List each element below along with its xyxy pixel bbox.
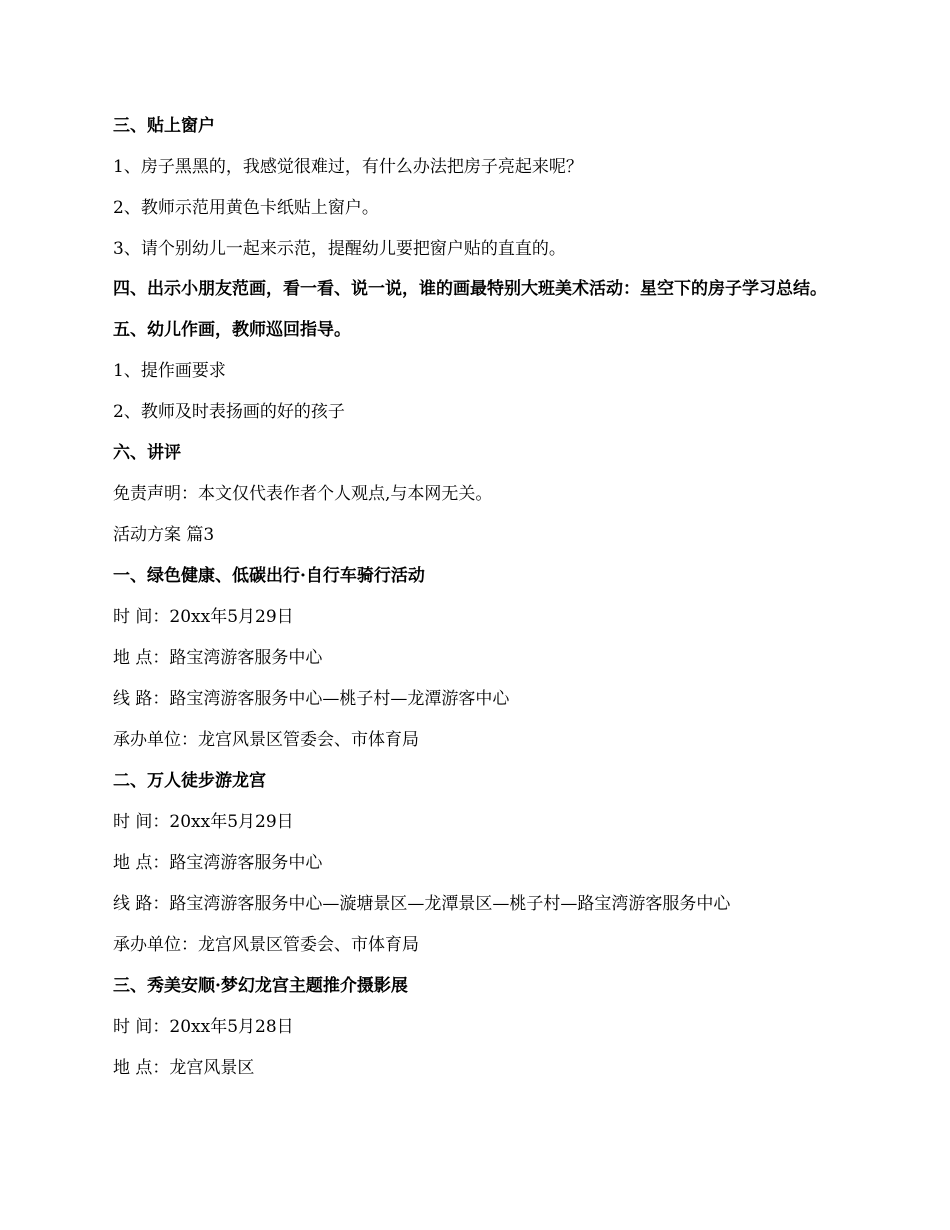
section-heading-children-draw: 五、幼儿作画，教师巡回指导。 <box>113 320 351 340</box>
disclaimer-text: 免责声明：本文仅代表作者个人观点,与本网无关。 <box>113 484 493 504</box>
paragraph-line: 时 间：20xx年5月28日 <box>113 1017 294 1037</box>
document-page <box>113 113 841 1078</box>
paragraph-line: 2、教师及时表扬画的好的孩子 <box>113 402 345 422</box>
paragraph-line: 1、房子黑黑的，我感觉很难过，有什么办法把房子亮起来呢？ <box>113 157 583 177</box>
paragraph-line: 承办单位：龙宫风景区管委会、市体育局 <box>113 935 419 955</box>
section-heading-show-drawings: 四、出示小朋友范画，看一看、说一说，谁的画最特别大班美术活动：星空下的房子学习总结。 <box>113 279 827 299</box>
paragraph-line: 时 间：20xx年5月29日 <box>113 812 294 832</box>
paragraph-line: 2、教师示范用黄色卡纸贴上窗户。 <box>113 198 379 218</box>
paragraph-line: 地 点：龙宫风景区 <box>113 1058 255 1078</box>
paragraph-line: 时 间：20xx年5月29日 <box>113 607 294 627</box>
paragraph-line: 地 点：路宝湾游客服务中心 <box>113 853 323 873</box>
section-heading-review: 六、讲评 <box>113 443 181 463</box>
paragraph-line: 线 路：路宝湾游客服务中心—桃子村—龙潭游客中心 <box>113 689 510 709</box>
paragraph-line: 线 路：路宝湾游客服务中心—漩塘景区—龙潭景区—桃子村—路宝湾游客服务中心 <box>113 894 731 914</box>
paragraph-line: 地 点：路宝湾游客服务中心 <box>113 648 323 668</box>
paragraph-line: 1、提作画要求 <box>113 361 226 381</box>
section-heading-cycling: 一、绿色健康、低碳出行·自行车骑行活动 <box>113 566 425 586</box>
section-heading-photo-exhibition: 三、秀美安顺·梦幻龙宫主题推介摄影展 <box>113 976 408 996</box>
section-heading-window: 三、贴上窗户 <box>113 116 215 136</box>
paragraph-line: 3、请个别幼儿一起来示范，提醒幼儿要把窗户贴的直直的。 <box>113 239 566 259</box>
article-part-title: 活动方案 篇3 <box>113 525 215 545</box>
paragraph-line: 承办单位：龙宫风景区管委会、市体育局 <box>113 730 419 750</box>
section-heading-hiking: 二、万人徒步游龙宫 <box>113 771 266 791</box>
